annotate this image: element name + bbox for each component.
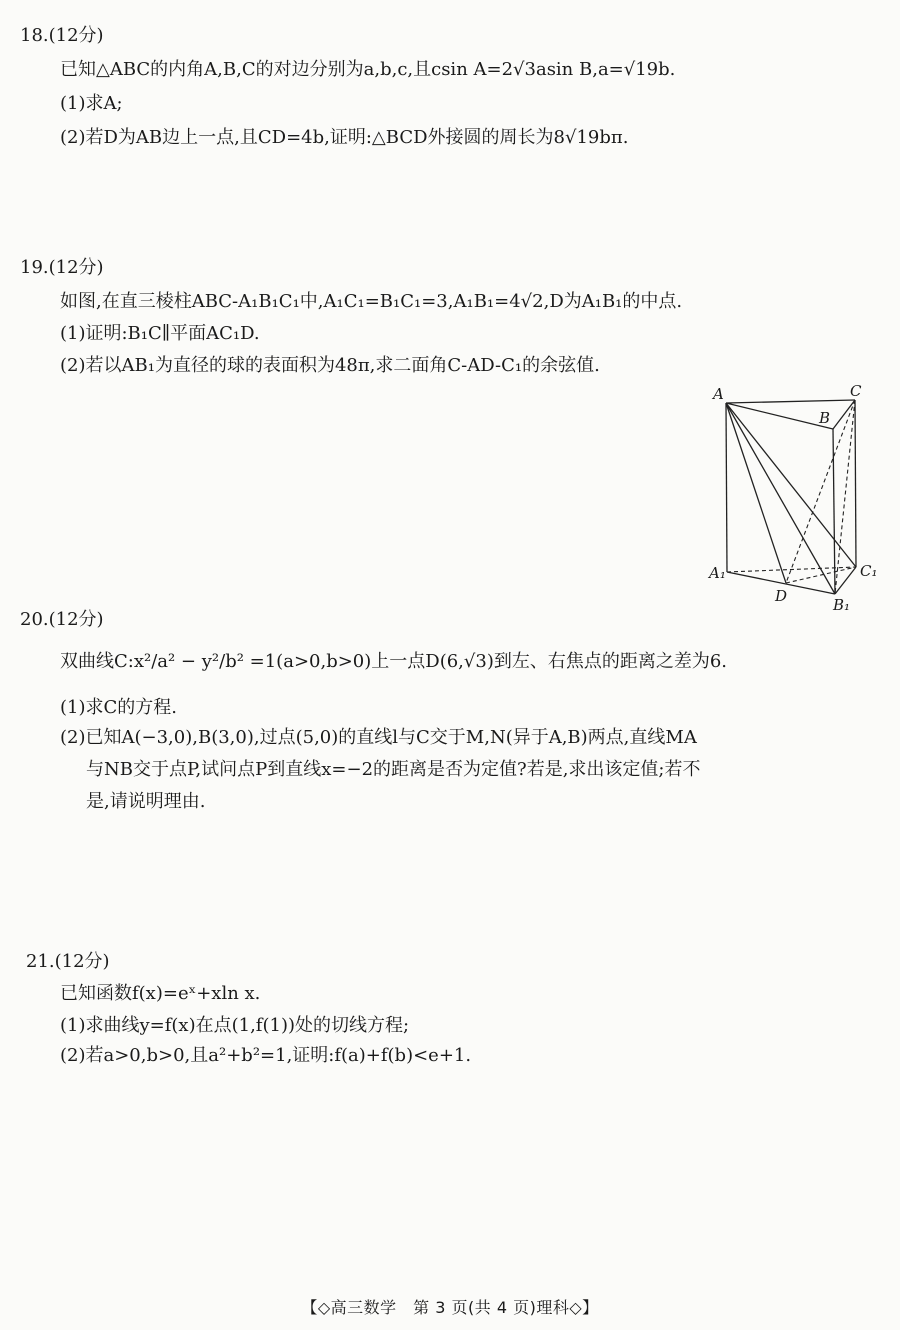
label-D: D xyxy=(775,587,788,605)
problem-18-heading: 18.(12分) xyxy=(20,25,104,46)
problem-18-statement: 已知△ABC的内角A,B,C的对边分别为a,b,c,且csin A=2√3asin B,a=√19b. xyxy=(60,59,676,80)
label-A1: A₁ xyxy=(709,564,726,582)
edge-AB xyxy=(726,403,833,429)
edge-B1C1 xyxy=(835,567,856,594)
edge-BC xyxy=(833,400,855,429)
page-footer: 【◇高三数学 第 3 页(共 4 页)理科◇】 xyxy=(301,1298,599,1317)
problem-19-part-1: (1)证明:B₁C∥平面AC₁D. xyxy=(60,323,260,344)
edge-AC xyxy=(726,400,855,403)
problem-18-part-1: (1)求A; xyxy=(60,93,123,114)
problem-21-statement: 已知函数f(x)=eˣ+xln x. xyxy=(60,983,261,1004)
segment-AC1 xyxy=(726,403,856,567)
problem-20-statement: 双曲线C:x²/a² − y²/b² =1(a>0,b>0)上一点D(6,√3)到左、右焦点的距离之差为6. xyxy=(60,651,728,672)
edge-CC1 xyxy=(855,400,856,567)
label-B1: B₁ xyxy=(833,596,851,614)
problem-20-part-2: (2)已知A(−3,0),B(3,0),过点(5,0)的直线l与C交于M,N(异于A,B)两点,直线MA xyxy=(60,727,697,748)
problem-20-part-2-cont-1: 与NB交于点P,试问点P到直线x=−2的距离是否为定值?若是,求出该定值;若不 xyxy=(86,759,701,780)
problem-19-part-2: (2)若以AB₁为直径的球的表面积为48π,求二面角C-AD-C₁的余弦值. xyxy=(60,355,600,376)
problem-21-part-2: (2)若a>0,b>0,且a²+b²=1,证明:f(a)+f(b)<e+1. xyxy=(60,1045,472,1066)
problem-19-heading: 19.(12分) xyxy=(20,257,104,278)
problem-20-part-2-cont-2: 是,请说明理由. xyxy=(86,791,206,812)
label-C1: C₁ xyxy=(860,562,878,580)
problem-21-part-1: (1)求曲线y=f(x)在点(1,f(1))处的切线方程; xyxy=(60,1015,410,1036)
problem-20-heading: 20.(12分) xyxy=(20,609,104,630)
problem-18-part-2: (2)若D为AB边上一点,且CD=4b,证明:△BCD外接圆的周长为8√19bπ. xyxy=(60,127,629,148)
label-B: B xyxy=(819,409,831,427)
label-C: C xyxy=(850,382,862,400)
problem-19-statement: 如图,在直三棱柱ABC-A₁B₁C₁中,A₁C₁=B₁C₁=3,A₁B₁=4√2,D为A₁B₁的中点. xyxy=(60,291,683,312)
problem-20-part-1: (1)求C的方程. xyxy=(60,697,177,718)
problem-21-heading: 21.(12分) xyxy=(26,951,110,972)
label-A: A xyxy=(713,385,724,403)
edge-AA1 xyxy=(726,403,727,572)
prism-figure xyxy=(700,378,890,618)
segment-CB1-hidden xyxy=(835,400,855,594)
